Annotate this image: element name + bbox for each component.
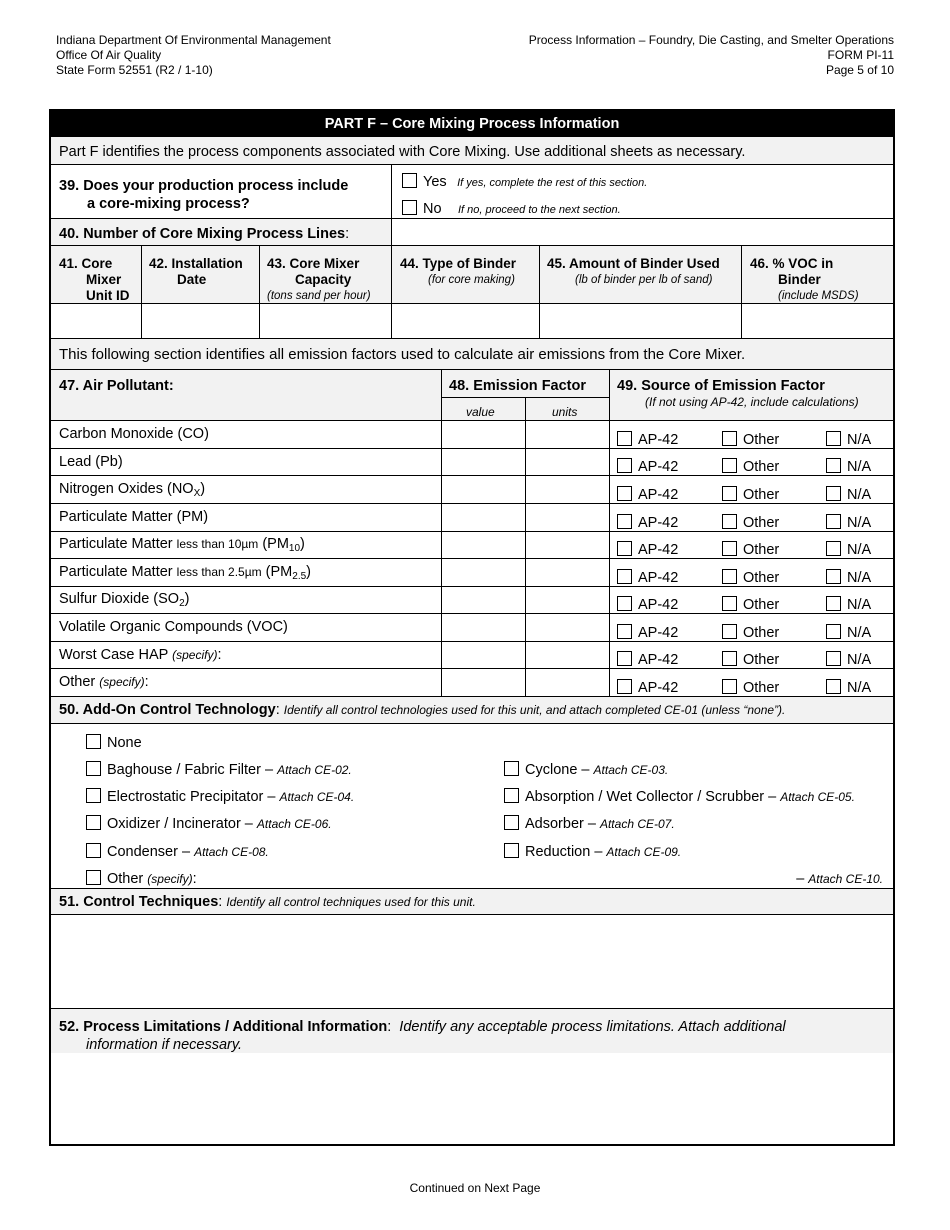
emission-intro-row (51, 339, 893, 369)
control-other-option[interactable]: Other (specify): (86, 870, 197, 887)
source-other-option[interactable]: Other (722, 596, 779, 613)
q49-sub: (If not using AP-42, include calculations) (645, 395, 859, 409)
col46-header: 46. % VOC in Binder (include MSDS) (750, 256, 859, 302)
control-esp-option[interactable]: Electrostatic Precipitator – Attach CE-04. (86, 788, 354, 805)
checkbox[interactable] (86, 870, 101, 885)
source-other-option[interactable]: Other (722, 486, 779, 503)
q50-header (51, 697, 893, 723)
checkbox[interactable] (722, 514, 737, 529)
installation-date-input[interactable] (142, 304, 259, 338)
form-title: Process Information – Foundry, Die Casting, and Smelter Operations (528, 33, 894, 47)
source-other-option[interactable]: Other (722, 431, 779, 448)
q39-no-option[interactable]: No If no, proceed to the next section. (402, 200, 621, 218)
q40-input[interactable] (392, 219, 893, 245)
source-ap42-option[interactable]: AP-42 (617, 431, 678, 448)
source-na-option[interactable]: N/A (826, 596, 871, 613)
checkbox[interactable] (617, 431, 632, 446)
checkbox[interactable] (617, 486, 632, 501)
checkbox[interactable] (826, 458, 841, 473)
source-ap42-option[interactable]: AP-42 (617, 514, 678, 531)
checkbox[interactable] (722, 458, 737, 473)
control-cyclone-option[interactable]: Cyclone – Attach CE-03. (504, 761, 668, 778)
q39-yes-checkbox[interactable] (402, 173, 417, 188)
checkbox[interactable] (504, 761, 519, 776)
source-ap42-option[interactable]: AP-42 (617, 651, 678, 668)
q39-label: 39. Does your production process include a core-mixing process? (59, 178, 349, 212)
source-na-option[interactable]: N/A (826, 569, 871, 586)
control-none-option[interactable]: None (86, 734, 142, 751)
source-na-option[interactable]: N/A (826, 486, 871, 503)
control-absorption-option[interactable]: Absorption / Wet Collector / Scrubber – Attach CE-05. (504, 788, 855, 805)
pollutant-hap: Worst Case HAP (specify): (59, 647, 222, 663)
part-intro: Part F identifies the process components associated with Core Mixing. Use additional sheets as necessary. (59, 144, 746, 160)
checkbox[interactable] (86, 734, 101, 749)
form-id: FORM PI-11 (827, 48, 894, 62)
checkbox[interactable] (504, 843, 519, 858)
part-intro-row (51, 137, 893, 164)
source-other-option[interactable]: Other (722, 569, 779, 586)
col44-header: 44. Type of Binder (for core making) (400, 256, 517, 286)
control-adsorber-option[interactable]: Adsorber – Attach CE-07. (504, 815, 675, 832)
control-condenser-option[interactable]: Condenser – Attach CE-08. (86, 843, 269, 860)
q50-label: 50. Add-On Control Technology: Identify all control technologies used for this unit, and attach completed CE-01 (unless “none”). (59, 702, 786, 718)
source-na-option[interactable]: N/A (826, 679, 871, 696)
checkbox[interactable] (617, 651, 632, 666)
pollutant-lead: Lead (Pb) (59, 454, 123, 470)
checkbox[interactable] (86, 843, 101, 858)
continued-note: Continued on Next Page (409, 1181, 541, 1195)
pollutant-pm10: Particulate Matter less than 10µm $(PM_{10})$ (59, 536, 305, 554)
control-oxidizer-option[interactable]: Oxidizer / Incinerator – Attach CE-06. (86, 815, 332, 832)
checkbox[interactable] (617, 624, 632, 639)
source-na-option[interactable]: N/A (826, 624, 871, 641)
q47-label: 47. Air Pollutant: (59, 378, 174, 394)
checkbox[interactable] (722, 486, 737, 501)
checkbox[interactable] (86, 761, 101, 776)
checkbox[interactable] (826, 679, 841, 694)
checkbox[interactable] (504, 788, 519, 803)
agency-name: Indiana Department Of Environmental Management (56, 33, 331, 47)
q48-label: 48. Emission Factor (449, 378, 587, 394)
source-other-option[interactable]: Other (722, 514, 779, 531)
q39-no-checkbox[interactable] (402, 200, 417, 215)
part-title: PART F – Core Mixing Process Information (51, 111, 893, 137)
control-baghouse-option[interactable]: Baghouse / Fabric Filter – Attach CE-02. (86, 761, 352, 778)
checkbox[interactable] (617, 458, 632, 473)
checkbox[interactable] (617, 514, 632, 529)
checkbox[interactable] (617, 679, 632, 694)
checkbox[interactable] (86, 815, 101, 830)
pollutant-so2: Sulfur Dioxide $(SO_2)$ (59, 591, 190, 609)
q52-input[interactable] (51, 1053, 893, 1144)
checkbox[interactable] (826, 596, 841, 611)
checkbox[interactable] (722, 431, 737, 446)
q40-label-cell (51, 219, 392, 245)
pollutant-pm25: Particulate Matter less than 2.5µm $(PM_{2.5})$ (59, 564, 312, 582)
source-ap42-option[interactable]: AP-42 (617, 458, 678, 475)
source-other-option[interactable]: Other (722, 624, 779, 641)
checkbox[interactable] (826, 514, 841, 529)
checkbox[interactable] (722, 541, 737, 556)
office-name: Office Of Air Quality (56, 48, 162, 62)
q51-input[interactable] (51, 915, 893, 1008)
source-na-option[interactable]: N/A (826, 651, 871, 668)
unit-id-input[interactable] (51, 304, 141, 338)
q40-label: 40. Number of Core Mixing Process Lines: (59, 226, 350, 242)
checkbox[interactable] (722, 569, 737, 584)
pollutant-pm: Particulate Matter (PM) (59, 509, 209, 525)
checkbox[interactable] (722, 624, 737, 639)
q48-value-header: value (466, 405, 495, 419)
checkbox[interactable] (617, 541, 632, 556)
q51-label: 51. Control Techniques: Identify all control techniques used for this unit. (59, 894, 476, 910)
source-na-option[interactable]: N/A (826, 514, 871, 531)
checkbox[interactable] (617, 569, 632, 584)
state-form-number: State Form 52551 (R2 / 1-10) (56, 63, 213, 77)
source-na-option[interactable]: N/A (826, 431, 871, 448)
emission-intro: This following section identifies all emission factors used to calculate air emissions from the Core Mixer. (59, 346, 746, 363)
source-ap42-option[interactable]: AP-42 (617, 569, 678, 586)
pollutant-nox: Nitrogen Oxides $(NO_X)$ (59, 481, 206, 499)
checkbox[interactable] (826, 624, 841, 639)
pollutant-voc: Volatile Organic Compounds (VOC) (59, 619, 288, 635)
checkbox[interactable] (826, 541, 841, 556)
checkbox[interactable] (86, 788, 101, 803)
part-f-form (49, 109, 895, 1146)
checkbox[interactable] (504, 815, 519, 830)
source-ap42-option[interactable]: AP-42 (617, 679, 678, 696)
binder-type-input[interactable] (392, 304, 539, 338)
checkbox[interactable] (826, 651, 841, 666)
control-other-input[interactable] (151, 873, 751, 887)
pollutant-other: Other (specify): (59, 674, 149, 690)
checkbox[interactable] (617, 596, 632, 611)
capacity-input[interactable] (260, 304, 391, 338)
form-header-right (529, 33, 894, 78)
q52-label: 52. Process Limitations / Additional Information: Identify any acceptable process limitations. Attach additional information if necessary. (59, 1019, 786, 1053)
control-other-attach: – Attach CE-10. (796, 871, 883, 887)
checkbox[interactable] (826, 431, 841, 446)
q52-header (51, 1009, 893, 1053)
q51-header (51, 889, 893, 914)
source-ap42-option[interactable]: AP-42 (617, 486, 678, 503)
checkbox[interactable] (722, 679, 737, 694)
q48-units-header: units (552, 405, 578, 419)
source-other-option[interactable]: Other (722, 679, 779, 696)
source-na-option[interactable]: N/A (826, 458, 871, 475)
col43-header: 43. Core Mixer Capacity (tons sand per hour) (267, 256, 371, 302)
pollutant-co: Carbon Monoxide (CO) (59, 426, 209, 442)
source-other-option[interactable]: Other (722, 541, 779, 558)
source-ap42-option[interactable]: AP-42 (617, 624, 678, 641)
binder-amount-input[interactable] (540, 304, 741, 338)
checkbox[interactable] (722, 596, 737, 611)
col41-header: 41. Core Mixer Unit ID (59, 256, 130, 303)
form-header-left (56, 33, 331, 78)
source-other-option[interactable]: Other (722, 651, 779, 668)
q39-yes-option[interactable]: Yes If yes, complete the rest of this section. (402, 173, 647, 191)
source-na-option[interactable]: N/A (826, 541, 871, 558)
voc-percent-input[interactable] (742, 304, 893, 338)
checkbox[interactable] (826, 569, 841, 584)
checkbox[interactable] (826, 486, 841, 501)
source-ap42-option[interactable]: AP-42 (617, 541, 678, 558)
page-number: Page 5 of 10 (825, 63, 894, 77)
col42-header: 42. Installation Date (149, 256, 243, 287)
col45-header: 45. Amount of Binder Used (lb of binder per lb of sand) (547, 256, 720, 286)
checkbox[interactable] (722, 651, 737, 666)
control-reduction-option[interactable]: Reduction – Attach CE-09. (504, 843, 681, 860)
source-ap42-option[interactable]: AP-42 (617, 596, 678, 613)
q49-label: 49. Source of Emission Factor (617, 378, 825, 394)
source-other-option[interactable]: Other (722, 458, 779, 475)
